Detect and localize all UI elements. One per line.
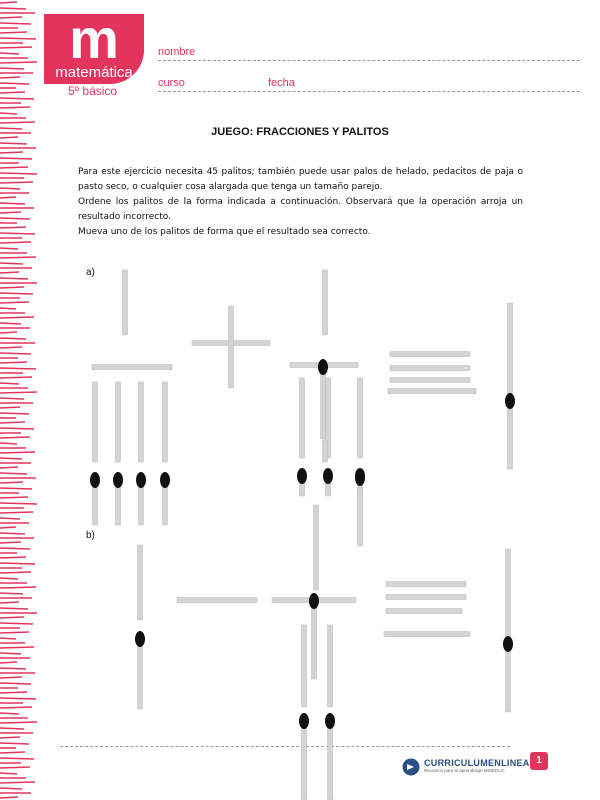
- logo-letter: m: [69, 7, 119, 70]
- stick: [506, 549, 511, 637]
- brand-logo-icon: [402, 758, 422, 776]
- brand-tagline: Recursos para el aprendizaje MINEDUC: [424, 768, 505, 773]
- match-head: [503, 636, 513, 652]
- match-head: [325, 713, 335, 729]
- date-label: fecha: [268, 77, 295, 89]
- name-label: nombre: [158, 46, 196, 58]
- stick: [93, 382, 98, 462]
- matchstick: [506, 644, 511, 712]
- stick: [300, 378, 305, 458]
- instruction-paragraph: Mueva uno de los palitos de forma que el resultado sea correcto.: [78, 227, 371, 237]
- stick: [138, 545, 143, 620]
- match-head: [505, 393, 515, 409]
- curriculum-brand: [424, 758, 530, 773]
- match-head: [135, 631, 145, 647]
- matchstick: [328, 721, 333, 800]
- stick: [390, 352, 470, 357]
- stick: [384, 632, 470, 637]
- matchstick: [508, 401, 513, 469]
- stick: [388, 389, 476, 394]
- match-head: [136, 472, 146, 488]
- match-head: [90, 472, 100, 488]
- matchstick: [302, 721, 307, 800]
- instruction-paragraph: Ordene los palitos de la forma indicada a continuación. Observará que la operación arroja un resultado incorrecto.: [78, 197, 523, 222]
- section-b-label: b): [86, 530, 95, 541]
- course-label: curso: [158, 77, 185, 89]
- stick: [386, 582, 466, 587]
- logo-word: matemática: [55, 64, 133, 81]
- match-head: [309, 593, 319, 609]
- stick: [358, 378, 363, 458]
- match-head: [355, 470, 365, 486]
- stick: [386, 609, 462, 614]
- match-head: [318, 359, 328, 375]
- stick: [508, 303, 513, 398]
- grade-label: 5º básico: [68, 84, 118, 98]
- stick: [123, 270, 128, 335]
- match-head: [160, 472, 170, 488]
- matchstick: [138, 639, 143, 709]
- instruction-paragraph: Para este ejercicio necesita 45 palitos; también puede usar palos de helado, pedacitos de paja o pasto seco, o cualquier cosa alargada que tenga un tamaño parejo.: [78, 167, 523, 192]
- stick: [302, 625, 307, 707]
- stick: [386, 595, 466, 600]
- match-head: [299, 713, 309, 729]
- matchstick: [312, 601, 317, 679]
- stick: [314, 505, 319, 590]
- stick: [139, 382, 144, 462]
- stick: [116, 382, 121, 462]
- stick: [163, 382, 168, 462]
- matchstick: [358, 478, 363, 546]
- stick: [229, 306, 234, 388]
- match-head: [323, 468, 333, 484]
- page-number: 1: [530, 752, 548, 770]
- stick: [390, 366, 470, 371]
- stick: [323, 440, 328, 462]
- stick: [92, 365, 172, 370]
- match-head: [113, 472, 123, 488]
- matchstick: [321, 367, 326, 439]
- stick: [328, 625, 333, 707]
- page-title: JUEGO: FRACCIONES Y PALITOS: [211, 126, 389, 138]
- stick: [177, 598, 257, 603]
- match-head: [297, 468, 307, 484]
- brand-name: CURRICULUMENLINEA: [424, 758, 530, 768]
- stick: [323, 270, 328, 335]
- section-a-label: a): [86, 267, 95, 278]
- stick: [390, 378, 470, 383]
